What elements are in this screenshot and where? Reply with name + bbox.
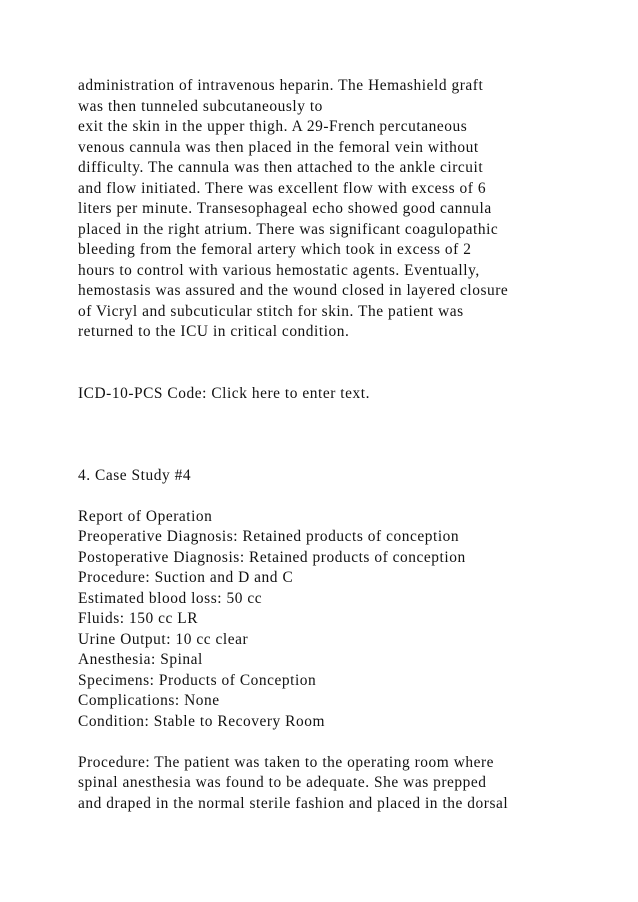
estimated-blood-loss: Estimated blood loss: 50 cc (78, 589, 263, 607)
specimens-field: Specimens: Products of Conception (78, 671, 317, 689)
document-page (78, 76, 618, 814)
text-line: returned to the ICU in critical condition. (78, 323, 350, 340)
text-line: bleeding from the femoral artery which took in excess of 2 (78, 241, 472, 258)
spacer (78, 343, 618, 384)
text-line: Procedure: The patient was taken to the operating room where (78, 753, 495, 771)
condition-field: Condition: Stable to Recovery Room (78, 712, 325, 730)
report-title: Report of Operation (78, 507, 213, 525)
text-line: liters per minute. Transesophageal echo showed good cannula (78, 200, 492, 217)
fluids-field: Fluids: 150 cc LR (78, 610, 199, 627)
complications-field: Complications: None (78, 692, 220, 709)
preoperative-diagnosis: Preoperative Diagnosis: Retained products of conception (78, 528, 460, 545)
postoperative-diagnosis: Postoperative Diagnosis: Retained products of conception (78, 548, 466, 566)
text-line: was then tunneled subcutaneously to (78, 97, 323, 115)
text-line: placed in the right atrium. There was significant coagulopathic (78, 220, 499, 238)
text-line: hours to control with various hemostatic agents. Eventually, (78, 261, 480, 279)
spacer (78, 732, 618, 753)
operation-report-summary (78, 507, 618, 733)
text-line: difficulty. The cannula was then attached to the ankle circuit (78, 159, 484, 176)
text-line: and draped in the normal sterile fashion and placed in the dorsal (78, 794, 509, 812)
spacer (78, 486, 618, 507)
text-line: administration of intravenous heparin. The Hemashield graft (78, 77, 484, 94)
text-line: venous cannula was then placed in the femoral vein without (78, 138, 479, 156)
procedure-paragraph (78, 753, 618, 815)
text-line: and flow initiated. There was excellent flow with excess of 6 (78, 179, 487, 197)
text-line: of Vicryl and subcuticular stitch for skin. The patient was (78, 302, 464, 320)
text-line: spinal anesthesia was found to be adequate. She was prepped (78, 774, 487, 791)
case-study-heading: 4. Case Study #4 (78, 466, 192, 484)
text-line: exit the skin in the upper thigh. A 29-French percutaneous (78, 118, 468, 135)
urine-output-field: Urine Output: 10 cc clear (78, 630, 249, 648)
anesthesia-field: Anesthesia: Spinal (78, 651, 203, 668)
procedure-field: Procedure: Suction and D and C (78, 569, 294, 586)
text-line: hemostasis was assured and the wound closed in layered closure (78, 282, 509, 299)
icd-code-line: ICD-10-PCS Code: Click here to enter text. (78, 384, 370, 402)
spacer (78, 404, 618, 466)
operative-narrative-paragraph (78, 76, 618, 343)
